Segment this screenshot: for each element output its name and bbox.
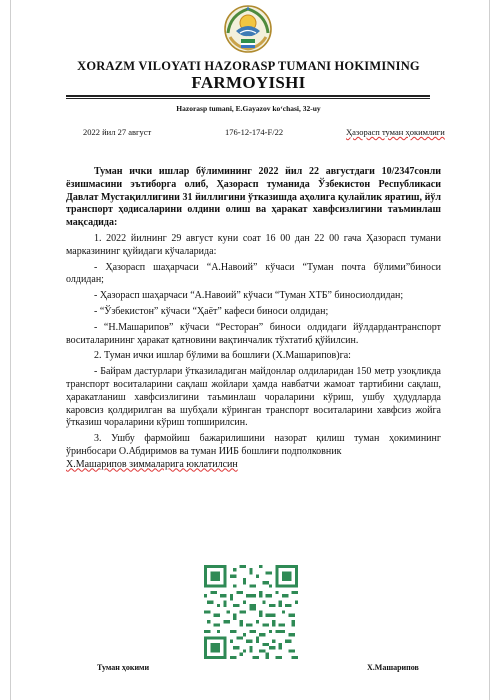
- header-rule-thin: [66, 98, 430, 99]
- item-1-sub-2: - Ҳазорасп шаҳарчаси “А.Навоий” кўчаси “Туман ХТБ” биносиолдидан;: [94, 290, 404, 302]
- signature-left: Туман ҳокими: [97, 663, 150, 672]
- item-1-sub-1: - Ҳазорасп шаҳарчаси “А.Навоий” кўчаси “Туман почта бўлими”биноси олдидан;: [66, 261, 441, 286]
- organization-address: Hazorasp tumani, E.Gayazov ko‘chasi, 32-uy: [176, 104, 321, 113]
- item-1: 1. 2022 йилнинг 29 август куни соат 16 00 дан 22 00 гача Ҳазорасп тумани марказининг қуйидаги кўчаларида:: [66, 232, 441, 257]
- item-2-text: - Байрам дастурлари ўтказиладиган майдонлар олдиларидан 150 метр узоқликда транспорт воситаларини сақлаш жойлари ҳамда навбатчи жамоат тартибини сақлаш, ҳаракатланиш хавфсизлигини таъминлаш чораларини кўриш, ушбу ҳудудларда каровсиз қолдирилган ва шубҳали кўринган транспорт воситаларини хавфсиз жойга ўтказиш чораларини кўриш топширилсин.: [66, 366, 441, 429]
- document-date: 2022 йил 27 август: [83, 127, 152, 137]
- item-1-sub-3: - “Ўзбекистон” кўчаси “Ҳаёт” кафеси биноси олдидан;: [94, 305, 329, 317]
- document-number: 176-12-174-F/22: [225, 127, 284, 137]
- state-emblem-icon: [222, 3, 274, 55]
- header-rule-thick: [66, 95, 430, 97]
- item-2: 2. Туман ички ишлар бўлими ва бошлиғи (Х.Машарипов)га:: [94, 350, 351, 362]
- document-type-title: FARMOYISHI: [191, 73, 306, 92]
- qr-code-icon: [204, 565, 298, 659]
- signature-right: Х.Машарипов: [367, 663, 419, 672]
- item-1-sub-4: - “Н.Машарипов” кўчаси “Ресторан” биноси олдидаги йўлдардантранспорт воситаларининг ҳаракат қатновини вақтинчалик тўхтатиб қўйилсин.: [66, 321, 441, 346]
- organization-title: XORAZM VILOYATI HAZORASP TUMANI HOKIMINING: [77, 59, 420, 73]
- document-place: Ҳазорасп туман ҳокимлиги: [346, 127, 445, 137]
- item-3: 3. Ушбу фармойиш бажарилишини назорат қилиш туман ҳокимининг ўринбосари О.Абдиримов ва туман ИИБ бошлиғи подполковник: [66, 433, 441, 457]
- document-body: [66, 166, 441, 475]
- preamble-paragraph: Туман ички ишлар бўлимининг 2022 йил 22 августдаги 10/2347сонли ёзишмасини эътиборга олиб, Ҳазорасп туманида Ўзбекистон Республикаси Давлат Мустақиллигини 31 йиллигини ўтказишда аҳолига қулайлик яратиш, йўл транспорт ҳодисаларини олдини олиш ва ҳаракат хавфсизлигини таъминлаш мақсадида:: [66, 166, 441, 229]
- item-3-end: Х.Машарипов зиммаларига юклатилсин: [66, 458, 238, 470]
